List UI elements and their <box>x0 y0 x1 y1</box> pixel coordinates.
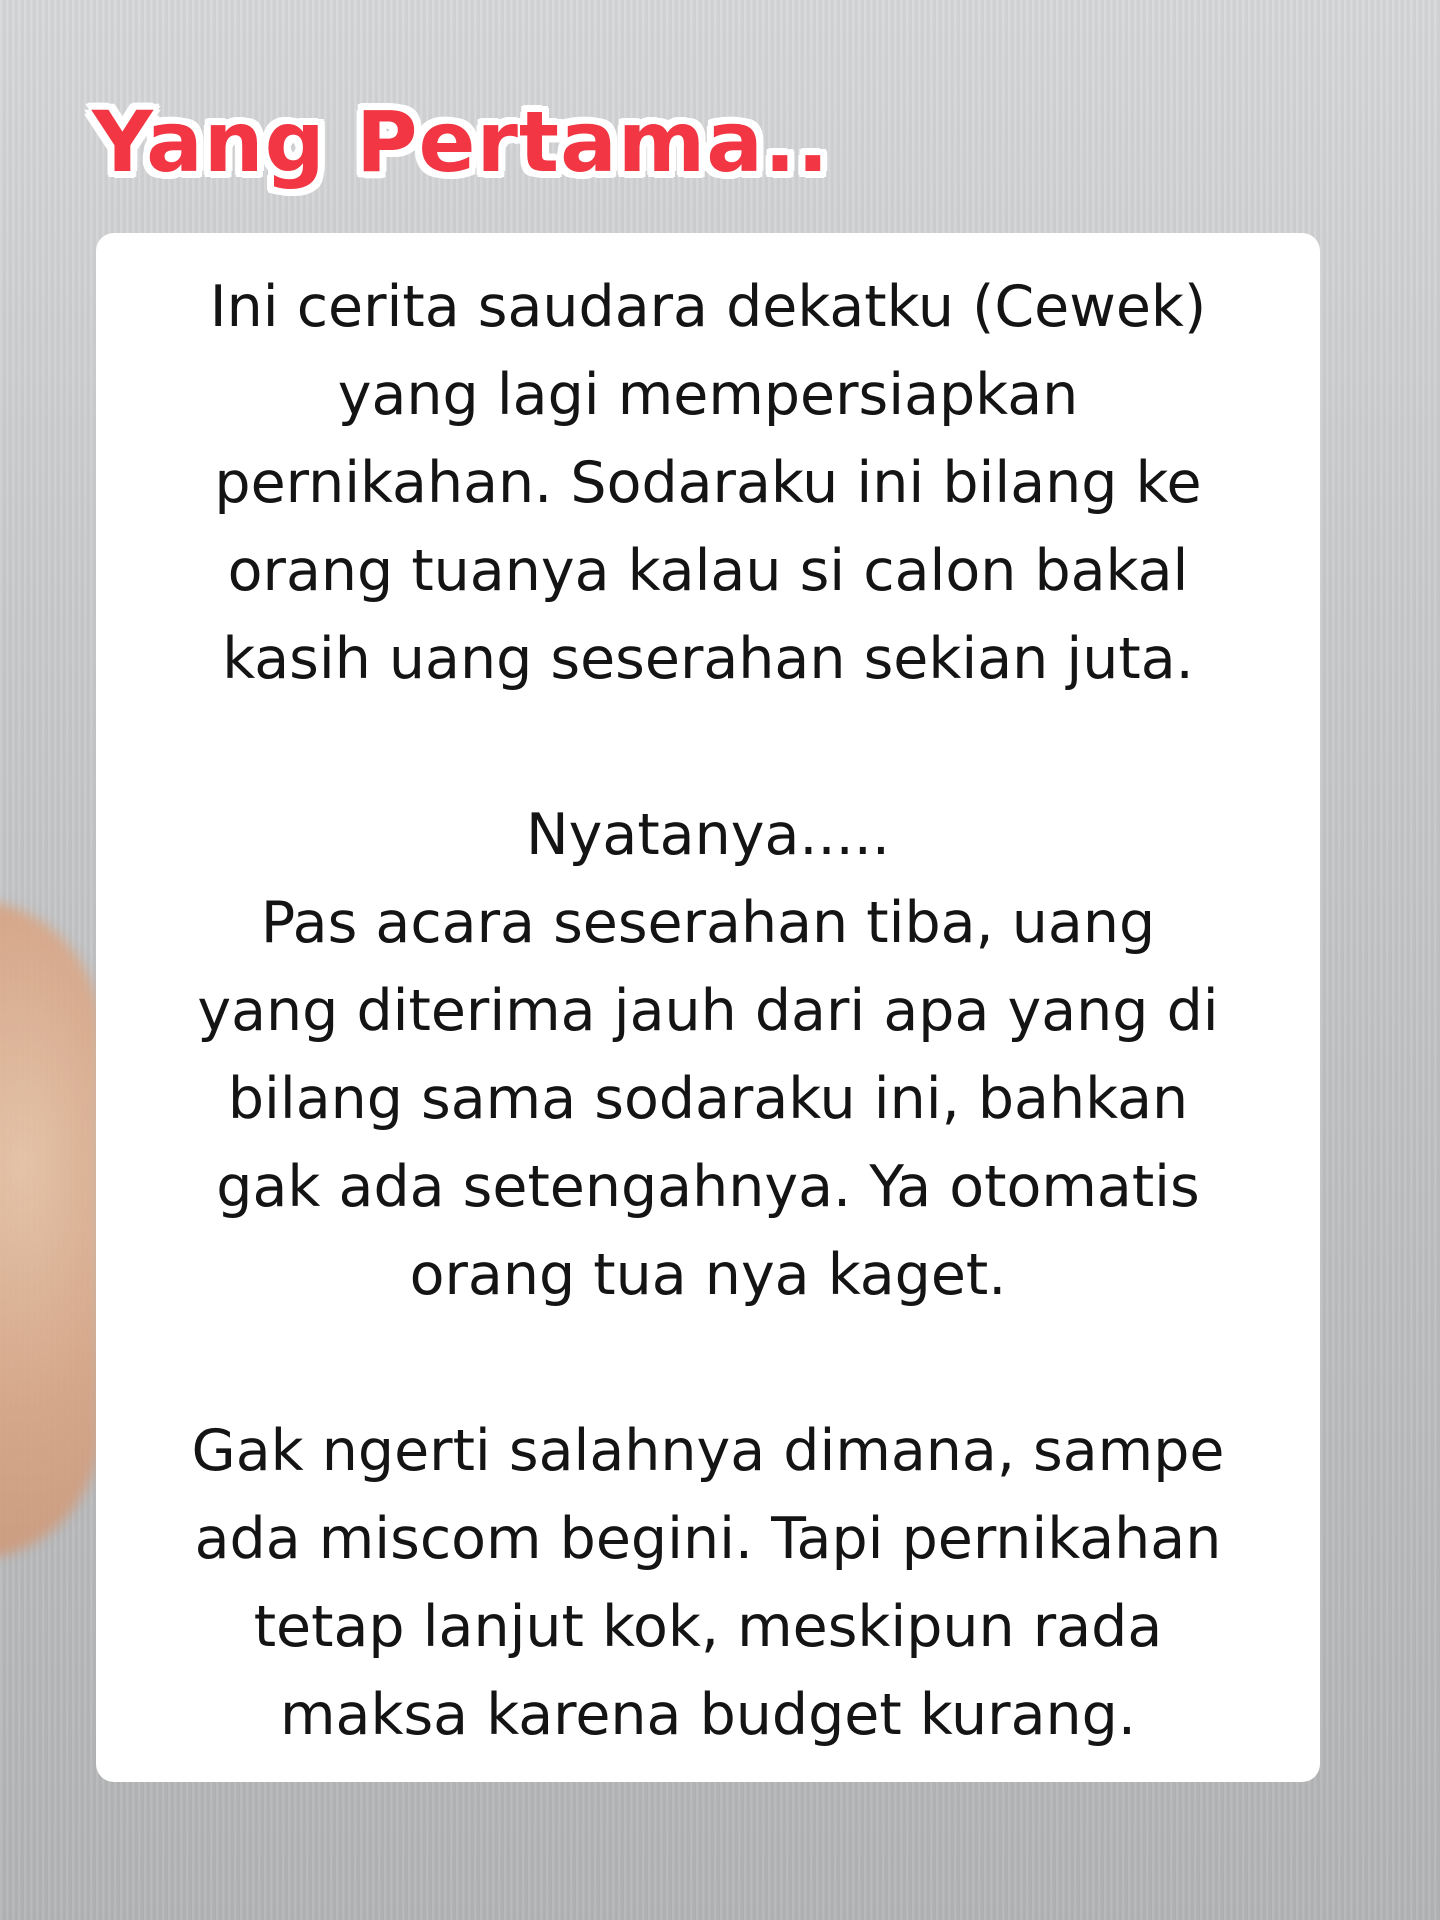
paragraph-2 <box>116 791 1300 1319</box>
paragraph-1 <box>116 263 1300 703</box>
text-line: Pas acara seserahan tiba, uang <box>260 890 1156 956</box>
text-line: ada miscom begini. Tapi pernikahan <box>194 1506 1222 1572</box>
text-line: Ini cerita saudara dekatku (Cewek) <box>209 274 1207 340</box>
text-line: yang lagi mempersiapkan <box>337 362 1079 428</box>
text-line: bilang sama sodaraku ini, bahkan <box>227 1066 1189 1132</box>
paragraph-gap <box>116 703 1300 791</box>
text-line: orang tua nya kaget. <box>409 1242 1007 1308</box>
text-line: pernikahan. Sodaraku ini bilang ke <box>214 450 1202 516</box>
paragraph-3 <box>116 1407 1300 1759</box>
paragraph-gap <box>116 1319 1300 1407</box>
text-line: yang diterima jauh dari apa yang di <box>197 978 1219 1044</box>
text-line: Nyatanya..... <box>526 802 890 868</box>
page-title: Yang Pertama.. <box>92 93 830 191</box>
text-line: Gak ngerti salahnya dimana, sampe <box>191 1418 1225 1484</box>
text-line: orang tuanya kalau si calon bakal <box>227 538 1189 604</box>
text-line: gak ada setengahnya. Ya otomatis <box>216 1154 1200 1220</box>
text-line: tetap lanjut kok, meskipun rada <box>253 1594 1163 1660</box>
text-line: maksa karena budget kurang. <box>280 1682 1136 1748</box>
background-finger <box>0 900 100 1560</box>
story-card <box>96 233 1320 1782</box>
text-line: kasih uang seserahan sekian juta. <box>222 626 1194 692</box>
